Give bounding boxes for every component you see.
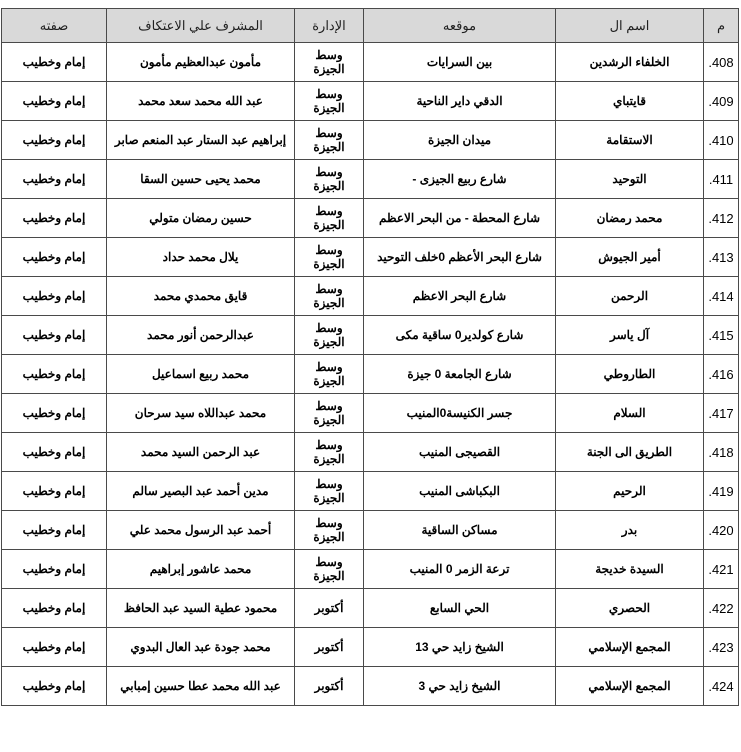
table-row [2,667,739,706]
cell-mosque-name: التوحيد [556,160,704,199]
cell-mosque-name: الرحيم [556,472,704,511]
cell-role: إمام وخطيب [2,589,107,628]
cell-role: إمام وخطيب [2,394,107,433]
cell-location: بين السرايات [364,43,556,82]
table-body [2,43,739,706]
cell-role: إمام وخطيب [2,472,107,511]
cell-role: إمام وخطيب [2,82,107,121]
cell-mosque-name: المجمع الإسلامي [556,667,704,706]
header-mosque-name: اسم ال [556,9,704,43]
cell-directorate: أكتوبر [295,589,364,628]
cell-supervisor: عبدالرحمن أنور محمد [107,316,295,355]
table-row [2,277,739,316]
cell-supervisor: يلال محمد حداد [107,238,295,277]
cell-directorate: وسط الجيزة [295,238,364,277]
table-row [2,628,739,667]
cell-mosque-name: آل ياسر [556,316,704,355]
cell-number: 423. [704,628,739,667]
cell-number: 409. [704,82,739,121]
header-location: موقعه [364,9,556,43]
table-row [2,433,739,472]
table-header [2,9,739,43]
table-row [2,316,739,355]
cell-supervisor: عبد الله محمد عطا حسين إمبابي [107,667,295,706]
cell-supervisor: عبد الله محمد سعد محمد [107,82,295,121]
cell-number: 412. [704,199,739,238]
cell-number: 408. [704,43,739,82]
cell-mosque-name: بدر [556,511,704,550]
cell-supervisor: أحمد عبد الرسول محمد علي [107,511,295,550]
cell-number: 424. [704,667,739,706]
cell-role: إمام وخطيب [2,355,107,394]
cell-role: إمام وخطيب [2,550,107,589]
cell-mosque-name: الخلفاء الرشدين [556,43,704,82]
cell-location: الشيخ زايد حي 3 [364,667,556,706]
cell-location: الدقي داير الناحية [364,82,556,121]
cell-directorate: أكتوبر [295,667,364,706]
cell-directorate: وسط الجيزة [295,82,364,121]
cell-location: القصيجى المنيب [364,433,556,472]
cell-mosque-name: الرحمن [556,277,704,316]
mosques-table [1,8,739,706]
cell-location: الشيخ زايد حي 13 [364,628,556,667]
cell-supervisor: محمد ربيع اسماعيل [107,355,295,394]
cell-number: 410. [704,121,739,160]
table-row [2,511,739,550]
cell-role: إمام وخطيب [2,121,107,160]
cell-supervisor: إبراهيم عبد الستار عبد المنعم صابر [107,121,295,160]
cell-directorate: وسط الجيزة [295,511,364,550]
cell-mosque-name: الحصري [556,589,704,628]
cell-mosque-name: الاستقامة [556,121,704,160]
cell-role: إمام وخطيب [2,238,107,277]
cell-role: إمام وخطيب [2,199,107,238]
cell-location: جسر الكنيسة0المنيب [364,394,556,433]
table-row [2,355,739,394]
cell-mosque-name: السلام [556,394,704,433]
cell-role: إمام وخطيب [2,433,107,472]
header-supervisor: المشرف علي الاعتكاف [107,9,295,43]
cell-location: شارع البحر الاعظم [364,277,556,316]
table-row [2,394,739,433]
table-row [2,121,739,160]
table-row [2,550,739,589]
cell-role: إمام وخطيب [2,43,107,82]
table-row [2,82,739,121]
cell-location: ميدان الجيزة [364,121,556,160]
header-directorate: الإدارة [295,9,364,43]
cell-mosque-name: المجمع الإسلامي [556,628,704,667]
cell-role: إمام وخطيب [2,511,107,550]
cell-location: شارع البحر الأعظم 0خلف التوحيد [364,238,556,277]
table-row [2,589,739,628]
cell-supervisor: مأمون عبدالعظيم مأمون [107,43,295,82]
cell-supervisor: قايق محمدي محمد [107,277,295,316]
cell-number: 418. [704,433,739,472]
cell-number: 411. [704,160,739,199]
header-number: م [704,9,739,43]
cell-directorate: أكتوبر [295,628,364,667]
table-row [2,472,739,511]
cell-mosque-name: قايتباي [556,82,704,121]
cell-supervisor: عبد الرحمن السيد محمد [107,433,295,472]
cell-location: البكباشى المنيب [364,472,556,511]
cell-supervisor: محمد عبداللاه سيد سرحان [107,394,295,433]
cell-mosque-name: أمير الجيوش [556,238,704,277]
cell-location: شارع الجامعة 0 جيزة [364,355,556,394]
cell-number: 414. [704,277,739,316]
cell-number: 416. [704,355,739,394]
cell-number: 413. [704,238,739,277]
cell-number: 417. [704,394,739,433]
cell-directorate: وسط الجيزة [295,550,364,589]
cell-number: 420. [704,511,739,550]
table-row [2,199,739,238]
cell-directorate: وسط الجيزة [295,277,364,316]
cell-location: شارع كولدير0 ساقية مكى [364,316,556,355]
cell-directorate: وسط الجيزة [295,199,364,238]
cell-directorate: وسط الجيزة [295,316,364,355]
cell-supervisor: محمد يحيى حسين السقا [107,160,295,199]
cell-role: إمام وخطيب [2,160,107,199]
cell-number: 419. [704,472,739,511]
cell-mosque-name: محمد رمضان [556,199,704,238]
cell-directorate: وسط الجيزة [295,43,364,82]
cell-role: إمام وخطيب [2,667,107,706]
cell-role: إمام وخطيب [2,277,107,316]
table-row [2,160,739,199]
cell-number: 421. [704,550,739,589]
cell-supervisor: محمد جودة عبد العال البدوي [107,628,295,667]
cell-supervisor: محمود عطية السيد عبد الحافظ [107,589,295,628]
cell-number: 415. [704,316,739,355]
header-row [2,9,739,43]
cell-mosque-name: الطريق الى الجنة [556,433,704,472]
header-role: صفته [2,9,107,43]
cell-directorate: وسط الجيزة [295,121,364,160]
cell-location: شارع ربيع الجيزى - [364,160,556,199]
cell-mosque-name: السيدة خديجة [556,550,704,589]
cell-location: الحي السابع [364,589,556,628]
cell-role: إمام وخطيب [2,628,107,667]
cell-directorate: وسط الجيزة [295,433,364,472]
cell-location: شارع المحطة - من البحر الاعظم [364,199,556,238]
table-row [2,238,739,277]
cell-supervisor: حسين رمضان متولي [107,199,295,238]
cell-role: إمام وخطيب [2,316,107,355]
cell-directorate: وسط الجيزة [295,355,364,394]
cell-directorate: وسط الجيزة [295,472,364,511]
cell-supervisor: مدين أحمد عبد البصير سالم [107,472,295,511]
cell-number: 422. [704,589,739,628]
table-row [2,43,739,82]
cell-location: ترعة الزمر 0 المنيب [364,550,556,589]
cell-supervisor: محمد عاشور إبراهيم [107,550,295,589]
cell-directorate: وسط الجيزة [295,160,364,199]
cell-directorate: وسط الجيزة [295,394,364,433]
cell-location: مساكن الساقية [364,511,556,550]
cell-mosque-name: الطاروطي [556,355,704,394]
